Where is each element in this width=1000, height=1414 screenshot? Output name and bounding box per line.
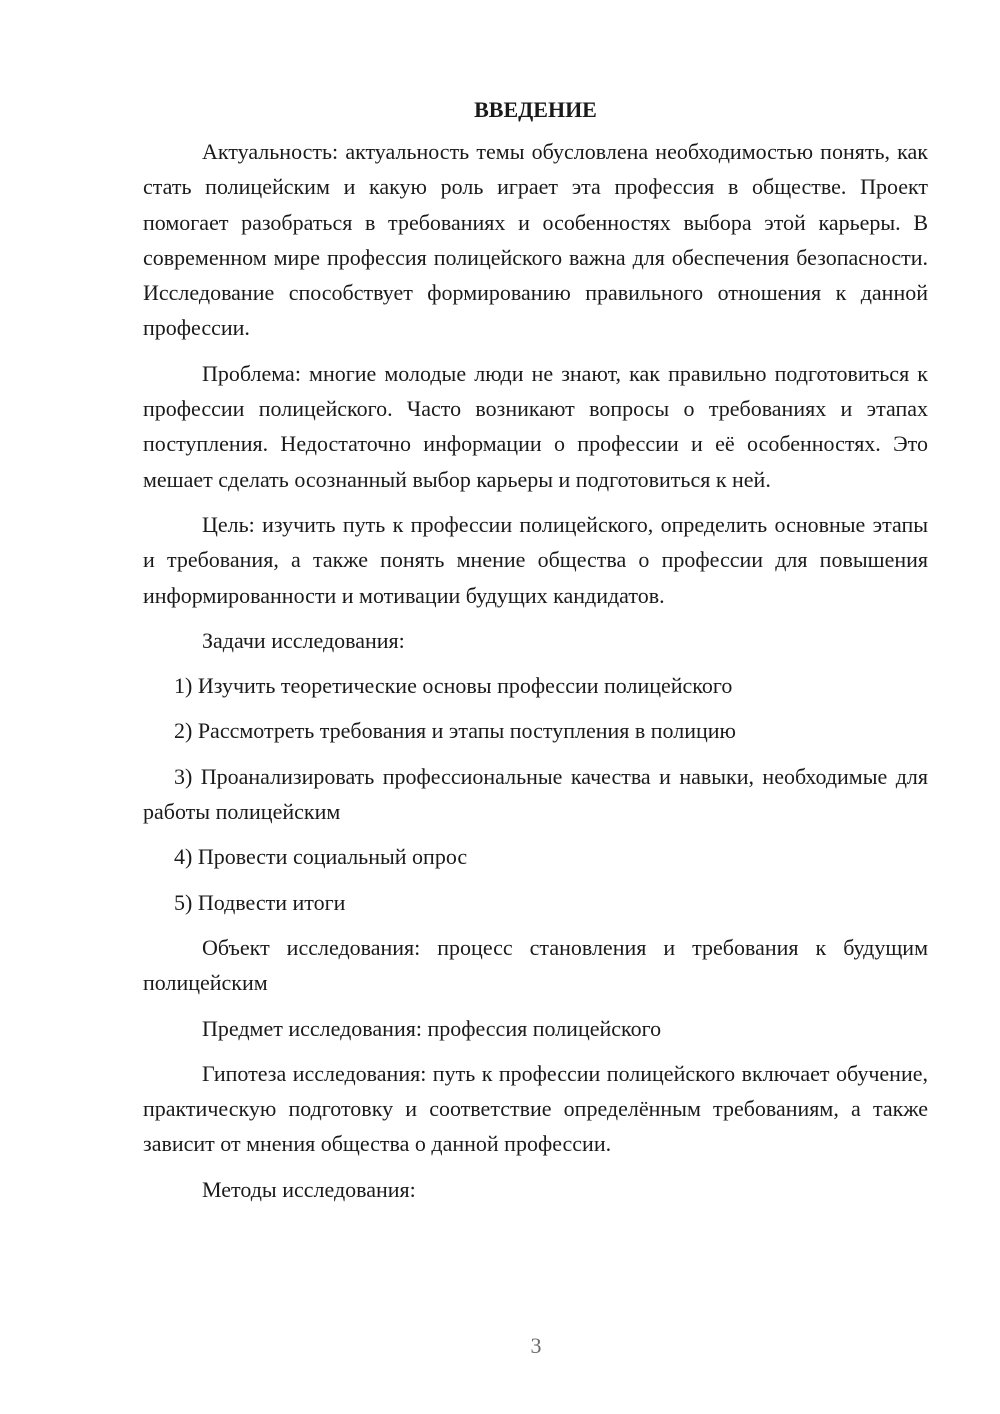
task-item-3: 3) Проанализировать профессиональные качества и навыки, необходимые для работы полицейским bbox=[143, 763, 928, 825]
task-item-5: 5) Подвести итоги bbox=[174, 889, 346, 915]
task-item-4: 4) Провести социальный опрос bbox=[174, 844, 468, 870]
section-title: ВВЕДЕНИЕ bbox=[474, 97, 597, 122]
paragraph-goal: Цель: изучить путь к профессии полицейского, определить основные этапы и требования, а также понять мнение общества о профессии для повышения информированности и мотивации будущих кандидатов. bbox=[143, 511, 928, 608]
document-body bbox=[143, 92, 928, 1217]
task-item-1: 1) Изучить теоретические основы профессии полицейского bbox=[174, 673, 733, 699]
paragraph-subject: Предмет исследования: профессия полицейского bbox=[202, 1015, 662, 1041]
paragraph-object: Объект исследования: процесс становления и требования к будущим полицейским bbox=[143, 934, 928, 996]
paragraph-problem: Проблема: многие молодые люди не знают, как правильно подготовиться к профессии полицейского. Часто возникают вопросы о требованиях и этапах поступления. Недостаточно информации о профессии и её особенностях. Это мешает сделать осознанный выбор карьеры и подготовиться к ней. bbox=[143, 360, 928, 492]
page-number: 3 bbox=[530, 1333, 542, 1358]
methods-heading: Методы исследования: bbox=[202, 1176, 416, 1202]
task-item-2: 2) Рассмотреть требования и этапы поступления в полицию bbox=[174, 718, 736, 744]
paragraph-hypothesis: Гипотеза исследования: путь к профессии полицейского включает обучение, практическую подготовку и соответствие определённым требованиям, а также зависит от мнения общества о данной профессии. bbox=[143, 1060, 928, 1157]
paragraph-relevance: Актуальность: актуальность темы обусловлена необходимостью понять, как стать полицейским и какую роль играет эта профессия в обществе. Проект помогает разобраться в требованиях и особенностях выбора этой карьеры. В современном мире профессия полицейского важна для обеспечения безопасности. Исследование способствует формированию правильного отношения к данной профессии. bbox=[143, 139, 928, 341]
tasks-heading: Задачи исследования: bbox=[202, 627, 405, 653]
